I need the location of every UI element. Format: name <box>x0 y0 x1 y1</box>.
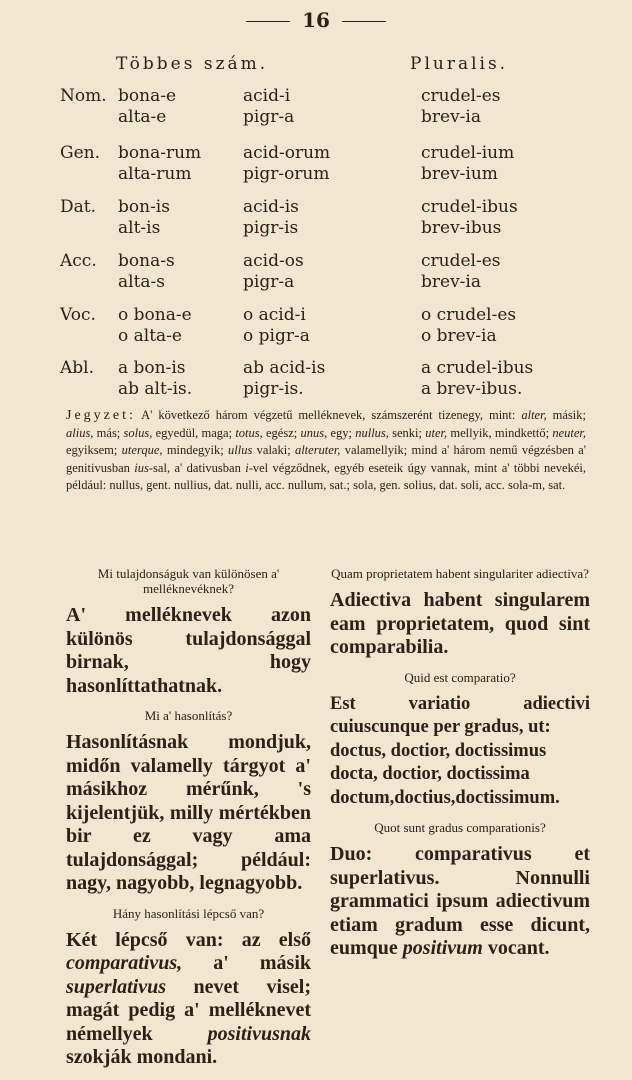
answer-hu-2: Hasonlításnak mondjuk, midőn valamelly tárgyot a' másikhoz mérűnk, 's kijelentjük, milly mértékben bir ez vagy ama tulajdonsággal; például: nagy, nagyobb, legnagyobb. <box>66 731 311 894</box>
declension-form: acid-is <box>243 197 299 217</box>
declension-cell <box>118 305 192 347</box>
case-label: Nom. <box>60 86 107 106</box>
declension-form: acid-i <box>243 86 291 106</box>
case-label: Gen. <box>60 143 100 163</box>
declension-cell <box>421 358 533 400</box>
declension-form: o alta-e <box>118 326 182 346</box>
answer-la-2: Est variatio adiectivi cuiuscunque per gradus, ut: doctus, doctior, doctissimus docta, doctior, doctissima doctum,doctius,doctissimum. <box>330 693 590 808</box>
answer-la-1: Adiectiva habent singularem eam proprietatem, quod sint comparabilia. <box>330 589 590 658</box>
declension-form: bon-is <box>118 197 170 217</box>
declension-form: brev-ium <box>421 164 498 184</box>
declension-form: pigr-a <box>243 272 295 292</box>
declension-form: crudel-ium <box>421 143 515 163</box>
declension-form: alta-rum <box>118 164 192 184</box>
declension-form: pigr-orum <box>243 164 330 184</box>
declension-form: a bon-is <box>118 358 186 378</box>
answer-hu-3: Két lépcső van: az első comparativus, a' másik superlativus nevet visel; magát pedig a' melléknevet némellyek positivusnak szokják mondani. <box>66 928 311 1068</box>
declension-form: bona-e <box>118 86 177 106</box>
question-la-1: Quam proprietatem habent singulariter adiectiva? <box>331 566 589 581</box>
declension-form: o pigr-a <box>243 326 310 346</box>
declension-form: pigr-a <box>243 107 295 127</box>
declension-form: o acid-i <box>243 305 306 325</box>
latin-column <box>330 566 590 971</box>
declension-form: o brev-ia <box>421 326 497 346</box>
declension-cell <box>118 358 192 400</box>
declension-cell <box>243 305 310 347</box>
declension-cell <box>421 143 514 185</box>
page-number: 16 <box>0 8 632 32</box>
declension-form: brev-ia <box>421 107 481 127</box>
declension-cell <box>243 358 325 400</box>
declension-form: crudel-ibus <box>421 197 518 217</box>
declension-form: ab acid-is <box>243 358 326 378</box>
question-la-3: Quot sunt gradus comparationis? <box>374 820 546 835</box>
declension-cell <box>243 197 299 239</box>
declension-form: alt-is <box>118 218 161 238</box>
declension-form: acid-os <box>243 251 304 271</box>
declension-form: brev-ibus <box>421 218 502 238</box>
declension-form: pigr-is. <box>243 379 304 399</box>
declension-form: bona-rum <box>118 143 202 163</box>
declension-form: a brev-ibus. <box>421 379 523 399</box>
declension-form: a crudel-ibus <box>421 358 534 378</box>
case-label: Acc. <box>60 251 97 271</box>
case-label: Voc. <box>60 305 96 325</box>
declension-cell <box>421 197 518 239</box>
footnote: Jegyzet: A' következő három végzetű melléknevek, számszerént tizenegy, mint: alter, másik; alius, más; solus, egyedül, maga; totus, egész; unus, egy; nullus, senki; uter, mellyik, mindkettő; neuter, egyiksem; uterque, mindegyik; ullus valaki; alteruter, valamellyik; mind a' három nemű végzésben a' genitivusban ius-sal, a' dativusban i-vel végződnek, egyéb eseteik úgy vannak, mint a' többi nevekéi, például: nullus, gent. nullius, dat. nulli, acc. nullum, sat.; sola, gen. solius, dat. soli, acc. sola-m, sat. <box>66 408 587 492</box>
declension-cell <box>243 143 330 185</box>
table-heading-latin: Pluralis. <box>410 54 509 74</box>
question-hu-2: Mi a' hasonlítás? <box>144 708 233 723</box>
case-label: Abl. <box>60 358 94 378</box>
declension-cell <box>421 251 501 293</box>
declension-form: crudel-es <box>421 251 501 271</box>
declension-cell <box>118 251 175 293</box>
declension-form: o bona-e <box>118 305 192 325</box>
declension-cell <box>118 86 176 128</box>
declension-cell <box>421 305 516 347</box>
declension-cell <box>421 86 501 128</box>
declension-form: brev-ia <box>421 272 481 292</box>
question-hu-1: Mi tulajdonságuk van különösen a' melléknevéknek? <box>97 566 280 596</box>
answer-la-3: Duo: comparativus et superlativus. Nonnulli grammatici ipsum adiectivum etiam gradum esse dicunt, eumque positivum vocant. <box>330 843 590 959</box>
question-la-2: Quid est comparatio? <box>404 669 516 685</box>
divider <box>342 21 386 22</box>
declension-form: alta-e <box>118 107 167 127</box>
answer-hu-1: A' melléknevek azon különös tulajdonsággal birnak, hogy hasonlíttathatnak. <box>66 604 311 697</box>
declension-cell <box>243 86 294 128</box>
declension-form: acid-orum <box>243 143 331 163</box>
declension-form: alta-s <box>118 272 166 292</box>
declension-cell <box>243 251 304 293</box>
declension-form: o crudel-es <box>421 305 517 325</box>
case-label: Dat. <box>60 197 97 217</box>
question-hu-3: Hány hasonlítási lépcső van? <box>112 905 265 921</box>
divider <box>246 21 290 22</box>
declension-cell <box>118 197 170 239</box>
hungarian-column <box>66 566 311 1080</box>
declension-form: ab alt-is. <box>118 379 193 399</box>
table-heading-hungarian: Többes szám. <box>116 54 269 74</box>
declension-form: bona-s <box>118 251 175 271</box>
declension-form: pigr-is <box>243 218 299 238</box>
declension-cell <box>118 143 201 185</box>
declension-form: crudel-es <box>421 86 501 106</box>
